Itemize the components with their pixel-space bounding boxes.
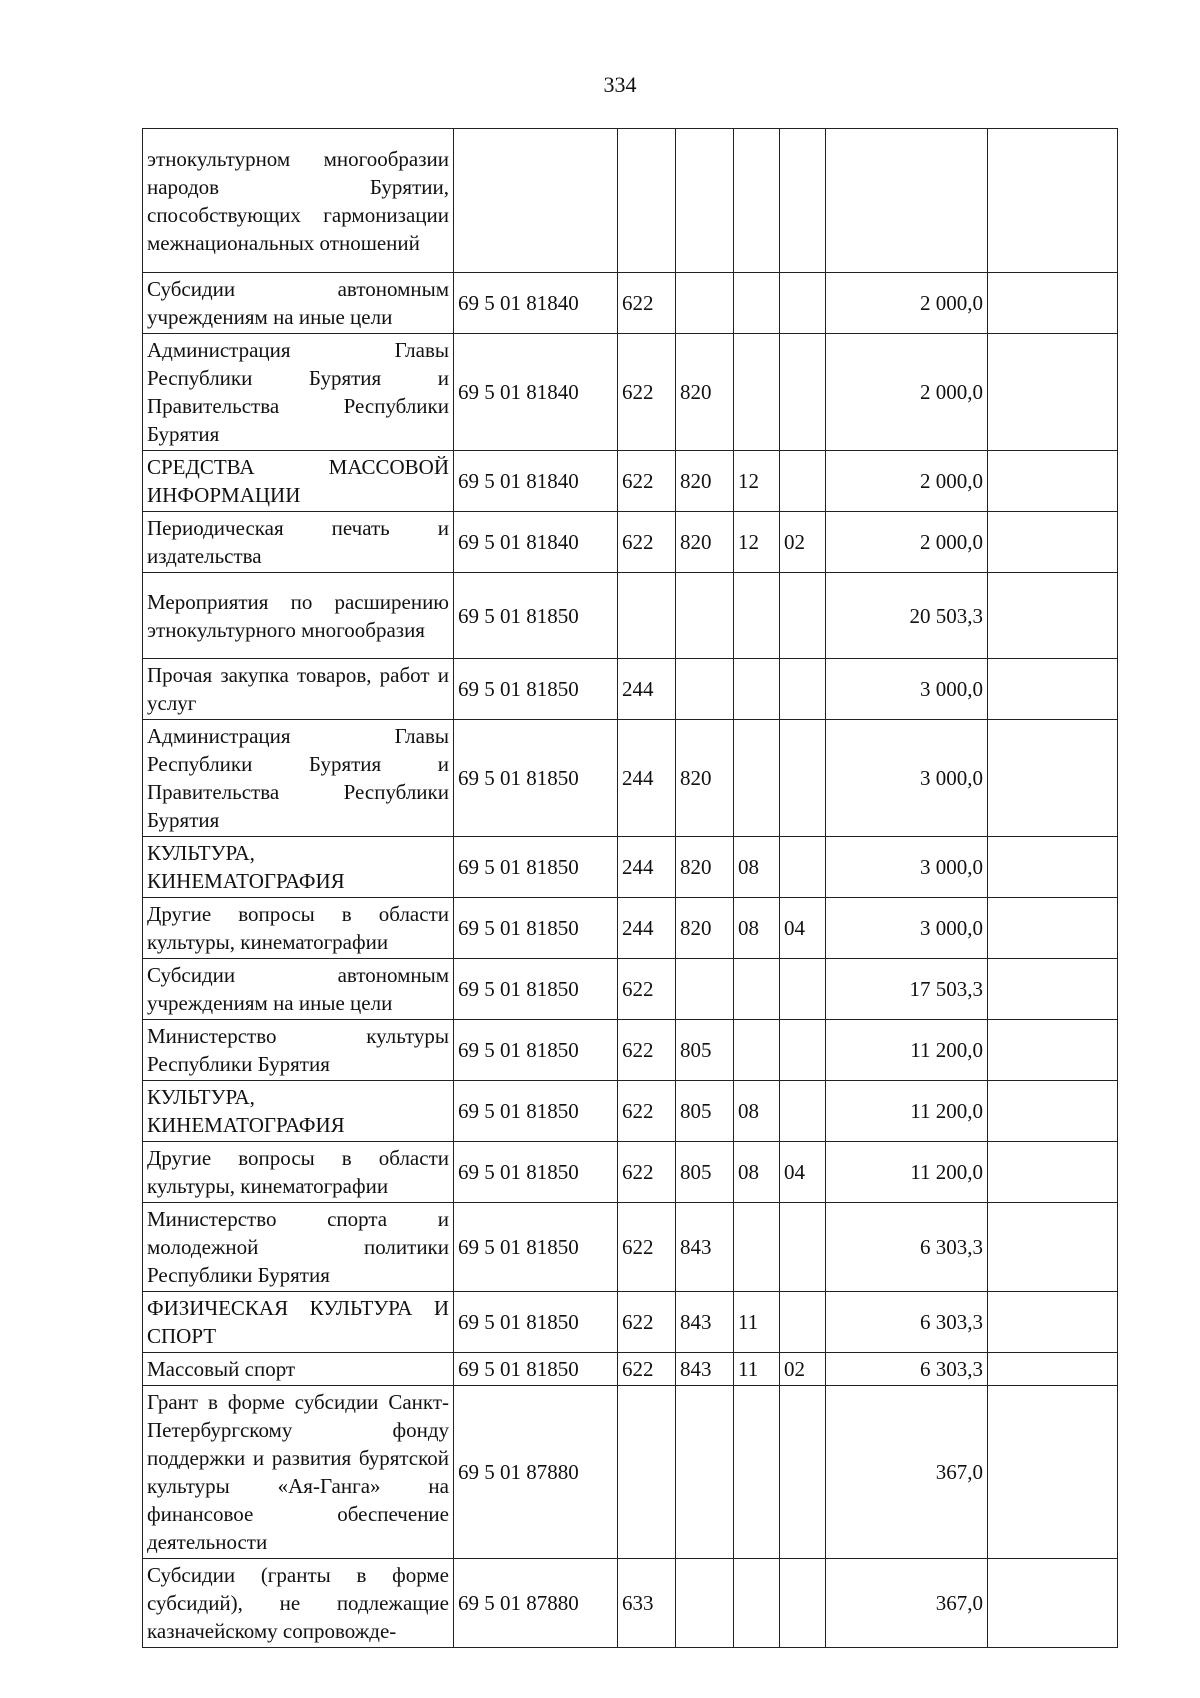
row-admin-code: 843 — [676, 1203, 734, 1292]
row-subsection — [780, 959, 826, 1020]
row-admin-code: 820 — [676, 334, 734, 451]
row-admin-code — [676, 573, 734, 659]
row-admin-code: 820 — [676, 451, 734, 512]
row-section — [734, 1203, 780, 1292]
table-row — [143, 1353, 1118, 1386]
row-amount: 367,0 — [826, 1386, 988, 1559]
row-amount — [826, 129, 988, 273]
row-expense-type: 622 — [618, 1081, 676, 1142]
row-section — [734, 720, 780, 837]
row-code: 69 5 01 81850 — [454, 1292, 618, 1353]
row-name: КУЛЬТУРА, КИНЕМАТОГРАФИЯ — [143, 1081, 454, 1142]
row-empty-column — [988, 512, 1118, 573]
row-code: 69 5 01 87880 — [454, 1559, 618, 1648]
row-empty-column — [988, 1292, 1118, 1353]
row-subsection — [780, 659, 826, 720]
row-section: 12 — [734, 451, 780, 512]
row-subsection: 04 — [780, 1142, 826, 1203]
row-admin-code: 820 — [676, 512, 734, 573]
row-expense-type: 622 — [618, 273, 676, 334]
row-empty-column — [988, 837, 1118, 898]
row-section — [734, 129, 780, 273]
row-code — [454, 129, 618, 273]
row-empty-column — [988, 1559, 1118, 1648]
row-admin-code: 820 — [676, 898, 734, 959]
row-name: Другие вопросы в области культуры, кинематографии — [143, 1142, 454, 1203]
row-amount: 6 303,3 — [826, 1203, 988, 1292]
row-expense-type: 244 — [618, 837, 676, 898]
row-code: 69 5 01 81850 — [454, 959, 618, 1020]
row-admin-code — [676, 129, 734, 273]
row-empty-column — [988, 1353, 1118, 1386]
row-code: 69 5 01 81850 — [454, 573, 618, 659]
row-admin-code: 843 — [676, 1292, 734, 1353]
row-empty-column — [988, 1386, 1118, 1559]
row-amount: 6 303,3 — [826, 1292, 988, 1353]
row-empty-column — [988, 659, 1118, 720]
row-empty-column — [988, 959, 1118, 1020]
row-amount: 2 000,0 — [826, 334, 988, 451]
row-subsection — [780, 1203, 826, 1292]
row-expense-type: 633 — [618, 1559, 676, 1648]
row-name: Администрация Главы Республики Бурятия и Правительства Республики Бурятия — [143, 334, 454, 451]
row-name: КУЛЬТУРА, КИНЕМАТОГРАФИЯ — [143, 837, 454, 898]
row-code: 69 5 01 81840 — [454, 512, 618, 573]
row-admin-code — [676, 1386, 734, 1559]
budget-table — [142, 128, 1118, 1648]
row-section — [734, 1386, 780, 1559]
row-admin-code — [676, 959, 734, 1020]
row-section: 08 — [734, 898, 780, 959]
table-row — [143, 1559, 1118, 1648]
row-subsection — [780, 451, 826, 512]
row-amount: 17 503,3 — [826, 959, 988, 1020]
row-name: Субсидии автономным учреждениям на иные цели — [143, 273, 454, 334]
row-name: Администрация Главы Республики Бурятия и Правительства Республики Бурятия — [143, 720, 454, 837]
row-expense-type: 244 — [618, 659, 676, 720]
row-expense-type: 244 — [618, 720, 676, 837]
row-code: 69 5 01 81850 — [454, 898, 618, 959]
table-row — [143, 837, 1118, 898]
table-row — [143, 898, 1118, 959]
row-section — [734, 273, 780, 334]
row-amount: 367,0 — [826, 1559, 988, 1648]
row-name: Массовый спорт — [143, 1353, 454, 1386]
row-name: Субсидии (гранты в форме субсидий), не подлежащие казначейскому сопровожде- — [143, 1559, 454, 1648]
row-code: 69 5 01 81850 — [454, 720, 618, 837]
row-admin-code: 805 — [676, 1081, 734, 1142]
row-subsection — [780, 1386, 826, 1559]
row-subsection — [780, 720, 826, 837]
row-subsection: 02 — [780, 1353, 826, 1386]
row-empty-column — [988, 720, 1118, 837]
row-expense-type: 622 — [618, 512, 676, 573]
row-admin-code: 843 — [676, 1353, 734, 1386]
table-row — [143, 959, 1118, 1020]
row-code: 69 5 01 87880 — [454, 1386, 618, 1559]
table-row — [143, 1081, 1118, 1142]
row-code: 69 5 01 81840 — [454, 334, 618, 451]
row-empty-column — [988, 1081, 1118, 1142]
table-row — [143, 1020, 1118, 1081]
row-section: 08 — [734, 1142, 780, 1203]
row-expense-type — [618, 573, 676, 659]
row-amount: 3 000,0 — [826, 898, 988, 959]
row-section: 11 — [734, 1292, 780, 1353]
row-name: ФИЗИЧЕСКАЯ КУЛЬТУРА И СПОРТ — [143, 1292, 454, 1353]
row-empty-column — [988, 334, 1118, 451]
row-code: 69 5 01 81850 — [454, 1203, 618, 1292]
row-subsection — [780, 573, 826, 659]
page-number: 334 — [603, 72, 637, 97]
row-empty-column — [988, 129, 1118, 273]
table-row — [143, 1142, 1118, 1203]
row-amount: 2 000,0 — [826, 512, 988, 573]
table-row — [143, 1203, 1118, 1292]
row-admin-code — [676, 273, 734, 334]
table-row — [143, 512, 1118, 573]
row-expense-type: 622 — [618, 1353, 676, 1386]
row-name: Прочая закупка товаров, работ и услуг — [143, 659, 454, 720]
row-code: 69 5 01 81850 — [454, 659, 618, 720]
table-row — [143, 273, 1118, 334]
row-expense-type — [618, 1386, 676, 1559]
row-name: Министерство спорта и молодежной политики Республики Бурятия — [143, 1203, 454, 1292]
table-row — [143, 129, 1118, 273]
row-section: 11 — [734, 1353, 780, 1386]
table-row — [143, 720, 1118, 837]
row-subsection — [780, 1020, 826, 1081]
row-admin-code: 805 — [676, 1020, 734, 1081]
row-expense-type: 622 — [618, 334, 676, 451]
row-name: Периодическая печать и издательства — [143, 512, 454, 573]
table-row — [143, 334, 1118, 451]
row-section — [734, 659, 780, 720]
row-empty-column — [988, 1020, 1118, 1081]
row-section: 08 — [734, 1081, 780, 1142]
row-subsection — [780, 334, 826, 451]
row-expense-type: 244 — [618, 898, 676, 959]
row-subsection — [780, 1292, 826, 1353]
row-amount: 2 000,0 — [826, 451, 988, 512]
row-empty-column — [988, 273, 1118, 334]
row-expense-type: 622 — [618, 1142, 676, 1203]
row-name: Мероприятия по расширению этнокультурного многообразия — [143, 573, 454, 659]
row-subsection: 02 — [780, 512, 826, 573]
row-section: 08 — [734, 837, 780, 898]
row-amount: 11 200,0 — [826, 1020, 988, 1081]
row-section: 12 — [734, 512, 780, 573]
row-empty-column — [988, 1142, 1118, 1203]
row-name: Другие вопросы в области культуры, кинематографии — [143, 898, 454, 959]
row-amount: 3 000,0 — [826, 659, 988, 720]
row-amount: 6 303,3 — [826, 1353, 988, 1386]
row-section — [734, 959, 780, 1020]
row-amount: 11 200,0 — [826, 1142, 988, 1203]
row-subsection — [780, 1081, 826, 1142]
row-amount: 20 503,3 — [826, 573, 988, 659]
row-code: 69 5 01 81850 — [454, 1142, 618, 1203]
row-name: этнокультурном многообразии народов Бурятии, способствующих гармонизации межнациональных отношений — [143, 129, 454, 273]
row-expense-type — [618, 129, 676, 273]
row-expense-type: 622 — [618, 451, 676, 512]
row-amount: 3 000,0 — [826, 837, 988, 898]
row-section — [734, 573, 780, 659]
row-code: 69 5 01 81850 — [454, 1020, 618, 1081]
row-admin-code: 805 — [676, 1142, 734, 1203]
row-code: 69 5 01 81850 — [454, 1081, 618, 1142]
row-section — [734, 1020, 780, 1081]
table-row — [143, 1292, 1118, 1353]
row-empty-column — [988, 898, 1118, 959]
table-row — [143, 573, 1118, 659]
row-section — [734, 334, 780, 451]
row-expense-type: 622 — [618, 1203, 676, 1292]
row-admin-code: 820 — [676, 720, 734, 837]
row-code: 69 5 01 81840 — [454, 451, 618, 512]
row-name: СРЕДСТВА МАССОВОЙ ИНФОРМАЦИИ — [143, 451, 454, 512]
row-empty-column — [988, 573, 1118, 659]
row-empty-column — [988, 1203, 1118, 1292]
row-name: Грант в форме субсидии Санкт-Петербургскому фонду поддержки и развития бурятской культуры «Ая-Ганга» на финансовое обеспечение деятельности — [143, 1386, 454, 1559]
row-name: Субсидии автономным учреждениям на иные цели — [143, 959, 454, 1020]
row-subsection: 04 — [780, 898, 826, 959]
table-row — [143, 659, 1118, 720]
row-subsection — [780, 273, 826, 334]
row-subsection — [780, 837, 826, 898]
row-code: 69 5 01 81850 — [454, 837, 618, 898]
table-row — [143, 1386, 1118, 1559]
row-amount: 3 000,0 — [826, 720, 988, 837]
row-admin-code — [676, 659, 734, 720]
row-code: 69 5 01 81840 — [454, 273, 618, 334]
row-admin-code: 820 — [676, 837, 734, 898]
row-expense-type: 622 — [618, 1020, 676, 1081]
row-section — [734, 1559, 780, 1648]
row-amount: 2 000,0 — [826, 273, 988, 334]
row-amount: 11 200,0 — [826, 1081, 988, 1142]
row-expense-type: 622 — [618, 1292, 676, 1353]
row-name: Министерство культуры Республики Бурятия — [143, 1020, 454, 1081]
row-admin-code — [676, 1559, 734, 1648]
table-row — [143, 451, 1118, 512]
row-empty-column — [988, 451, 1118, 512]
row-subsection — [780, 129, 826, 273]
row-code: 69 5 01 81850 — [454, 1353, 618, 1386]
row-expense-type: 622 — [618, 959, 676, 1020]
row-subsection — [780, 1559, 826, 1648]
